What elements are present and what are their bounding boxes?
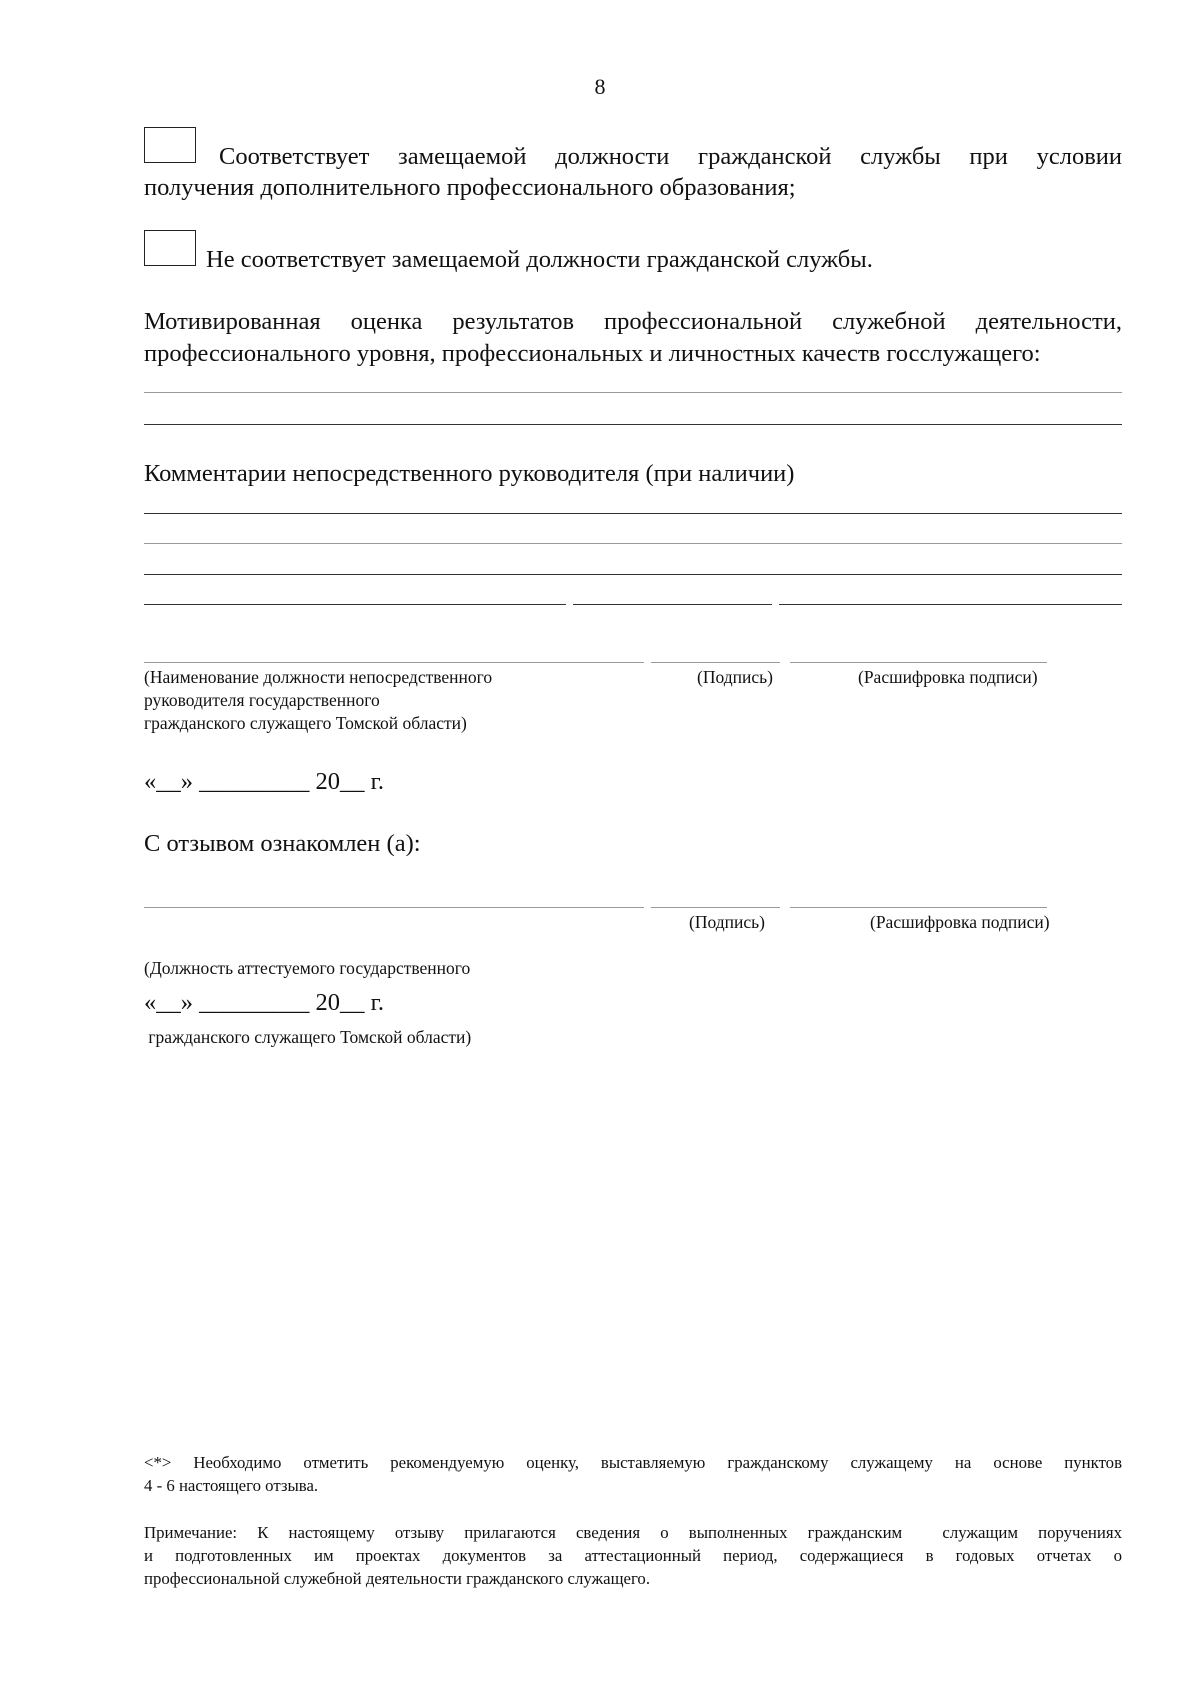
employee-transcript-line[interactable] — [790, 907, 1047, 908]
option-not-compliant-checkbox[interactable] — [144, 230, 196, 266]
footnote-line2: 4 - 6 настоящего отзыва. — [144, 1476, 319, 1495]
employee-signature-line[interactable] — [651, 907, 780, 908]
option-compliant-with-training-checkbox[interactable] — [144, 127, 196, 163]
supervisor-position-caption-line: руководителя государственного — [144, 690, 380, 710]
supervisor-signature-line[interactable] — [651, 662, 780, 663]
supervisor-position-caption — [144, 666, 492, 735]
note-line3: профессиональной служебной деятельности гражданского служащего. — [144, 1569, 651, 1588]
assessment-heading-line1: Мотивированная оценка результатов профессиональной служебной деятельности, — [144, 308, 1122, 335]
employee-position-caption-line: (Должность аттестуемого государственного — [144, 958, 471, 978]
note-line2: и подготовленных им проектах документов за аттестационный период, содержащиеся в годовых отчетах о — [144, 1546, 1122, 1565]
acknowledged-heading: С отзывом ознакомлен (а): — [144, 830, 421, 857]
comments-fill-line-1[interactable] — [144, 513, 1122, 514]
employee-position-line[interactable] — [144, 907, 644, 908]
comments-fill-line-3[interactable] — [144, 574, 1122, 575]
employee-position-caption-line: гражданского служащего Томской области) — [144, 1027, 472, 1047]
supervisor-signature-caption: (Подпись) — [697, 667, 773, 687]
date-line-employee[interactable]: «__» _________ 20__ г. — [144, 989, 385, 1016]
footnote-line1: <*> Необходимо отметить рекомендуемую оценку, выставляемую гражданскому служащему на основе пунктов — [144, 1453, 1122, 1472]
comments-heading: Комментарии непосредственного руководителя (при наличии) — [144, 460, 795, 487]
date-line-supervisor[interactable]: «__» _________ 20__ г. — [144, 768, 385, 795]
employee-transcript-caption: (Расшифровка подписи) — [870, 912, 1050, 932]
supervisor-position-caption-line: (Наименование должности непосредственного — [144, 667, 493, 687]
comments-fill-line-4a[interactable] — [144, 604, 566, 605]
comments-fill-line-2[interactable] — [144, 543, 1122, 544]
comments-fill-line-4c[interactable] — [779, 604, 1122, 605]
assessment-fill-line-2[interactable] — [144, 424, 1122, 425]
option-not-compliant-label: Не соответствует замещаемой должности гражданской службы. — [206, 246, 873, 273]
employee-signature-caption: (Подпись) — [689, 912, 765, 932]
option-compliant-with-training-line1: Соответствует замещаемой должности гражданской службы при условии — [219, 143, 1122, 170]
comments-fill-line-4b[interactable] — [573, 604, 772, 605]
supervisor-transcript-line[interactable] — [790, 662, 1047, 663]
assessment-heading-line2: профессионального уровня, профессиональных и личностных качеств госслужащего: — [144, 340, 1041, 367]
option-compliant-with-training-line2: получения дополнительного профессионального образования; — [144, 174, 796, 201]
supervisor-position-caption-line: гражданского служащего Томской области) — [144, 713, 467, 733]
page-number: 8 — [594, 74, 606, 99]
supervisor-transcript-caption: (Расшифровка подписи) — [858, 667, 1038, 687]
assessment-fill-line-1[interactable] — [144, 392, 1122, 393]
note-line1: Примечание: К настоящему отзыву прилагаются сведения о выполненных гражданским служащим поручениях — [144, 1523, 1122, 1542]
supervisor-position-line[interactable] — [144, 662, 644, 663]
